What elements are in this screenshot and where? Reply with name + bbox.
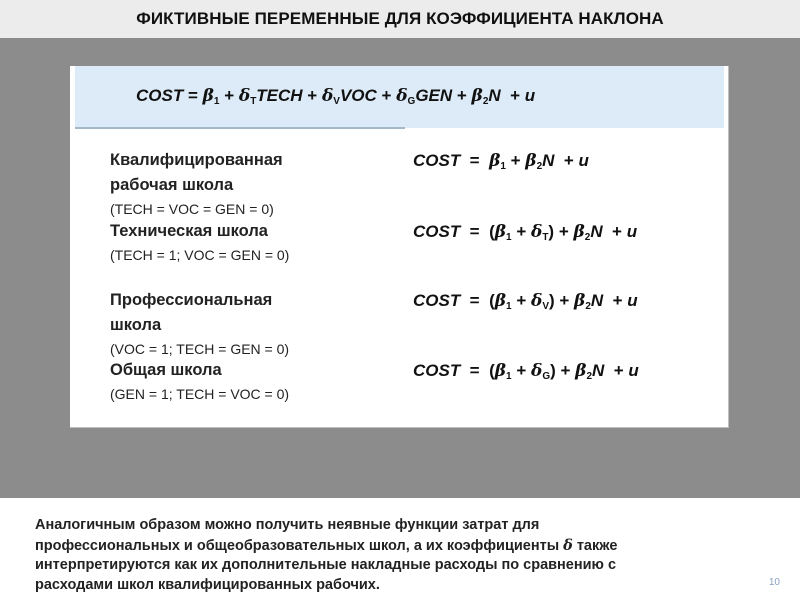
- content-panel: [70, 66, 729, 428]
- subscript: G: [542, 371, 551, 382]
- footer-line: интерпретируются как их дополнительные накладные расходы по сравнению с: [35, 557, 617, 573]
- formula-eq: =: [460, 151, 490, 170]
- delta-symbol: δ: [563, 536, 573, 554]
- plus-sign: +: [511, 361, 531, 380]
- subscript: 1: [500, 161, 506, 172]
- formula-eq: =: [460, 222, 490, 241]
- formula-cost: COST: [413, 151, 461, 170]
- footer-line: [35, 536, 735, 557]
- var-n: N: [542, 151, 555, 170]
- case-label-line1: Техническая школа: [110, 222, 268, 240]
- var-voc: VOC: [339, 86, 377, 105]
- delta-symbol: δ: [530, 361, 543, 381]
- var-u: u: [524, 86, 536, 105]
- slide-title: ФИКТИВНЫЕ ПЕРЕМЕННЫЕ ДЛЯ КОЭФФИЦИЕНТА НАКЛОНА: [136, 9, 664, 28]
- footer-line: расходами школ квалифицированных рабочих.: [35, 576, 380, 593]
- beta-symbol: β: [494, 361, 507, 381]
- delta-symbol: δ: [530, 291, 543, 311]
- subscript: 1: [506, 371, 512, 382]
- plus-sign: +: [376, 86, 397, 105]
- subscript: 1: [506, 301, 512, 312]
- header-rule: [75, 127, 405, 129]
- plus-sign: +: [554, 222, 574, 241]
- subscript: 1: [506, 232, 512, 243]
- plus-sign: +: [511, 222, 531, 241]
- case-label-line2: рабочая школа: [110, 176, 234, 194]
- var-n: N: [590, 291, 604, 310]
- plus-sign: +: [604, 361, 629, 380]
- case-condition: (GEN = 1; TECH = VOC = 0): [110, 386, 290, 402]
- formula-cost: COST: [413, 291, 461, 310]
- beta-symbol: β: [525, 151, 537, 171]
- beta-symbol: β: [575, 361, 587, 381]
- plus-sign: +: [555, 361, 576, 380]
- plus-sign: +: [603, 291, 628, 310]
- subscript: T: [250, 96, 257, 107]
- footer-text: профессиональных и общеобразовательных школ, а их коэффициенты: [35, 537, 564, 554]
- close-paren: ): [548, 291, 555, 310]
- delta-symbol: δ: [238, 86, 251, 106]
- formula-eq: =: [460, 291, 490, 310]
- subscript: 2: [482, 96, 489, 107]
- case-label-line1: Квалифицированная: [110, 151, 283, 169]
- subscript: G: [407, 96, 416, 107]
- plus-sign: +: [452, 86, 472, 105]
- subscript: T: [542, 232, 549, 243]
- var-u: u: [627, 291, 638, 310]
- beta-symbol: β: [494, 291, 507, 311]
- var-gen: GEN: [415, 86, 453, 105]
- var-u: u: [628, 361, 639, 380]
- case-formula: [413, 288, 638, 319]
- footer-text: также: [572, 537, 618, 554]
- plus-sign: +: [302, 86, 322, 105]
- beta-symbol: β: [574, 291, 586, 311]
- title-bar: [0, 0, 800, 38]
- var-n: N: [590, 222, 603, 241]
- open-paren: (: [489, 291, 495, 310]
- footer-paragraph: [35, 516, 735, 595]
- case-label-line2: школа: [110, 316, 162, 334]
- beta-symbol: β: [494, 222, 507, 242]
- delta-symbol: δ: [321, 86, 334, 106]
- beta-symbol: β: [489, 151, 501, 171]
- plus-sign: +: [219, 86, 239, 105]
- main-formula-header: [73, 66, 724, 128]
- footer-line: Аналогичным образом можно получить неявные функции затрат для: [35, 517, 540, 533]
- var-u: u: [626, 222, 638, 241]
- var-tech: TECH: [256, 86, 303, 105]
- case-label: [110, 219, 390, 265]
- beta-symbol: β: [202, 86, 214, 106]
- main-formula: [136, 86, 535, 107]
- open-paren: (: [489, 222, 495, 241]
- case-formula: [413, 358, 639, 389]
- case-label: [110, 358, 390, 404]
- delta-symbol: δ: [396, 86, 408, 106]
- subscript: 2: [586, 371, 592, 382]
- subscript: 1: [213, 96, 220, 107]
- subscript: 2: [536, 161, 543, 172]
- formula-cost: COST: [136, 86, 184, 105]
- formula-cost: COST: [413, 222, 461, 241]
- case-label-line1: Общая школа: [110, 361, 222, 379]
- plus-sign: +: [554, 291, 575, 310]
- plus-sign: +: [511, 291, 531, 310]
- formula-eq: =: [460, 361, 490, 380]
- beta-symbol: β: [573, 222, 585, 242]
- case-condition: (VOC = 1; TECH = GEN = 0): [110, 341, 290, 357]
- var-u: u: [578, 151, 589, 170]
- subscript: V: [333, 96, 340, 107]
- var-n: N: [592, 361, 605, 380]
- formula-eq: =: [183, 86, 203, 105]
- case-label-line1: Профессиональная: [110, 291, 273, 309]
- slide-number: 10: [768, 577, 780, 588]
- subscript: V: [542, 301, 549, 312]
- plus-sign: +: [500, 86, 525, 105]
- case-label: [110, 148, 390, 219]
- case-condition: (TECH = 1; VOC = GEN = 0): [110, 247, 290, 263]
- case-formula: [413, 148, 589, 179]
- subscript: 2: [585, 301, 591, 312]
- close-paren: ): [550, 361, 556, 380]
- formula-cost: COST: [413, 361, 461, 380]
- case-formula: [413, 219, 637, 250]
- plus-sign: +: [505, 151, 526, 170]
- open-paren: (: [489, 361, 495, 380]
- beta-symbol: β: [471, 86, 483, 106]
- close-paren: ): [548, 222, 555, 241]
- plus-sign: +: [602, 222, 627, 241]
- delta-symbol: δ: [530, 222, 543, 242]
- plus-sign: +: [554, 151, 579, 170]
- var-n: N: [488, 86, 501, 105]
- case-label: [110, 288, 390, 359]
- subscript: 2: [584, 232, 591, 243]
- case-condition: (TECH = VOC = GEN = 0): [110, 201, 274, 217]
